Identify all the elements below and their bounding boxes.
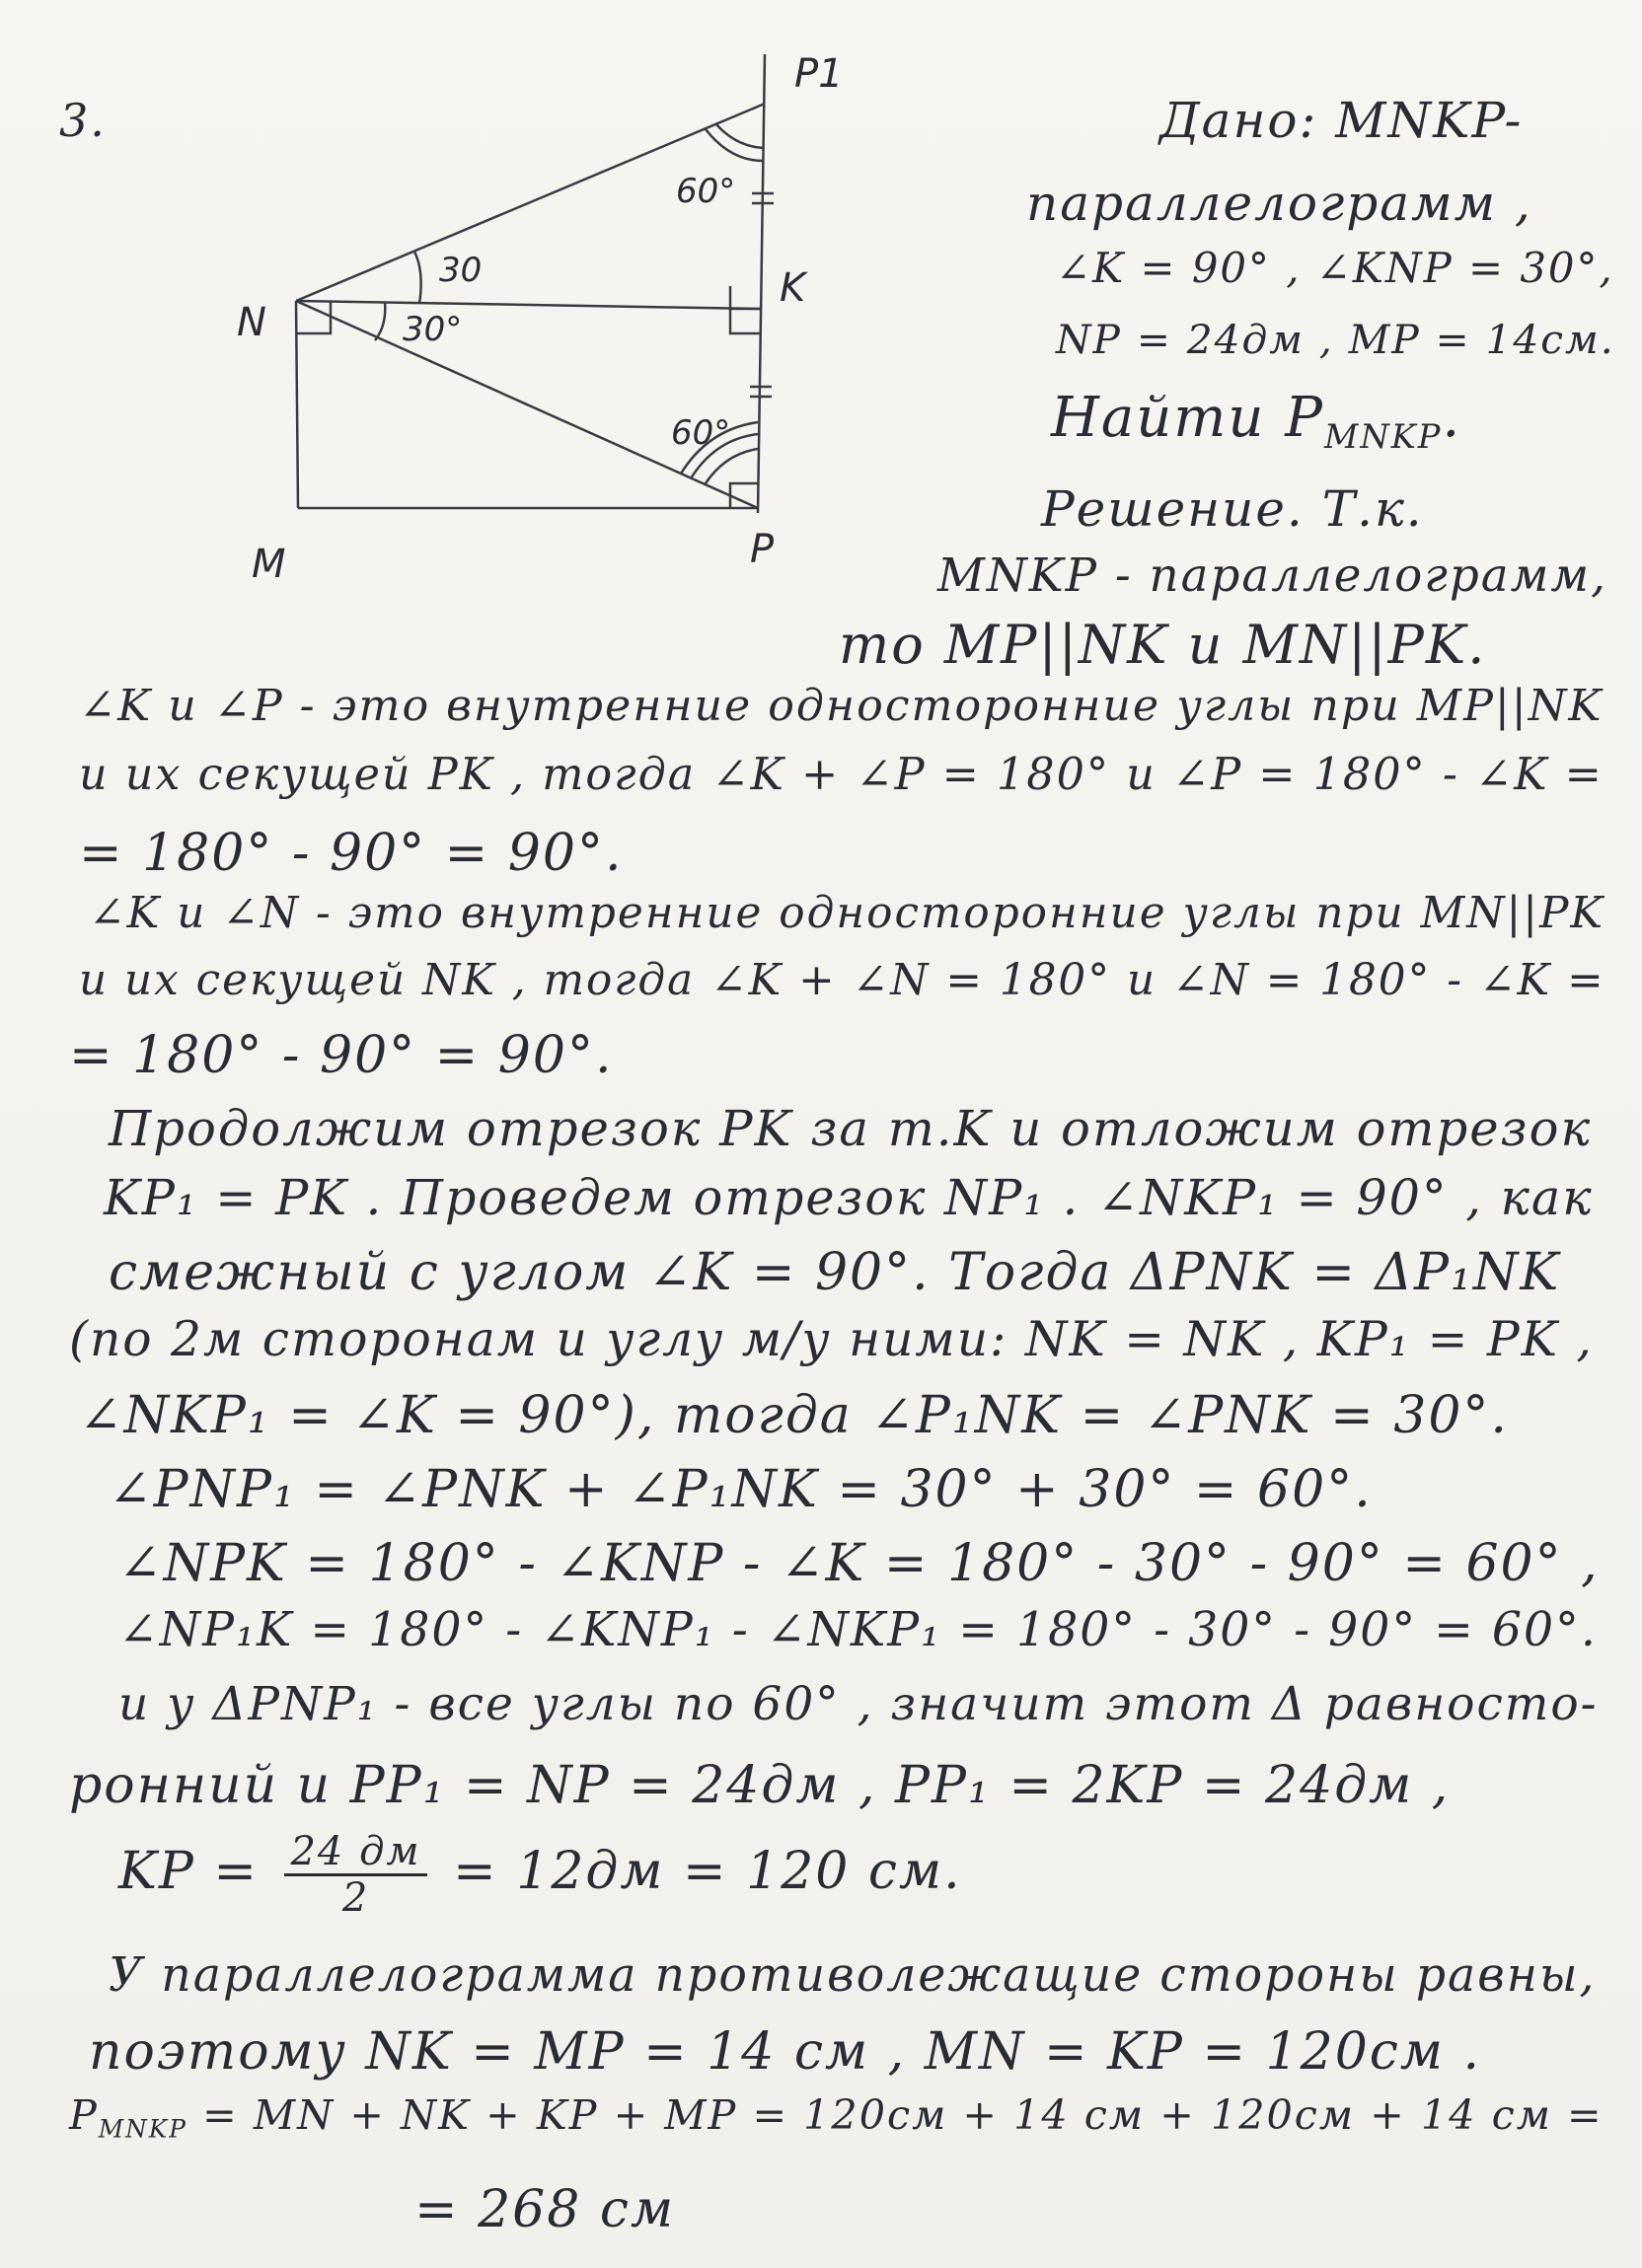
find-label: Найти P xyxy=(1051,386,1324,450)
perimeter-subscript: MNKP xyxy=(98,2114,187,2144)
given-line-5 xyxy=(1051,375,1461,480)
solution-line-19: поэтому NK = MP = 14 см , MN = KP = 120см . xyxy=(89,2022,1482,2082)
right-angle-k-upper xyxy=(730,286,760,309)
kp-fraction-numerator: 24 дм xyxy=(284,1830,426,1876)
arc-p1-1 xyxy=(715,123,763,148)
solution-line-18: У параллелограмма противолежащие стороны равны, xyxy=(109,1948,1597,2003)
solution-line-4: ∠K и ∠N - это внутренние односторонние углы при MN||PK xyxy=(89,888,1605,938)
label-m: M xyxy=(252,542,286,587)
arc-n-upper xyxy=(414,252,421,304)
line-n-m xyxy=(296,301,298,508)
right-angle-p xyxy=(730,483,758,508)
given-line-6: Решение. Т.к. xyxy=(1041,480,1424,538)
arc-n-lower xyxy=(375,302,385,340)
solution-line-12: ∠PNP₁ = ∠PNK + ∠P₁NK = 30° + 30° = 60°. xyxy=(109,1460,1373,1519)
right-angle-k-lower xyxy=(730,309,760,333)
angle-lower-30: 30° xyxy=(403,310,463,349)
perimeter-expression: = MN + NK + KP + MP = 120см + 14 см + 120см + 14 см = xyxy=(187,2091,1604,2139)
line-p1-p xyxy=(758,54,765,513)
line-n-k xyxy=(296,301,760,309)
kp-fraction-denominator: 2 xyxy=(341,1875,370,1921)
kp-result: = 12дм = 120 см. xyxy=(453,1842,962,1901)
angle-upper-30: 30 xyxy=(439,251,483,290)
solution-line-13: ∠NPK = 180° - ∠KNP - ∠K = 180° - 30° - 90° = 60° , xyxy=(118,1534,1600,1593)
label-n: N xyxy=(237,300,266,345)
given-line-2: параллелограмм , xyxy=(1026,175,1532,232)
given-line-3: ∠K = 90° , ∠KNP = 30°, xyxy=(1056,244,1614,292)
problem-number: 3. xyxy=(59,94,107,147)
solution-line-17 xyxy=(118,1830,962,1920)
solution-line-1: ∠K и ∠P - это внутренние односторонние углы при MP||NK xyxy=(79,681,1604,731)
arc-p1-2 xyxy=(706,129,763,161)
solution-line-10: (по 2м сторонам и углу м/у ними: NK = NK , KP₁ = PK , xyxy=(69,1312,1594,1367)
label-p1: P1 xyxy=(794,51,844,97)
given-line-1: Дано: MNKP- xyxy=(1159,92,1524,149)
solution-line-20 xyxy=(69,2091,1604,2144)
solution-line-21: = 268 см xyxy=(414,2180,676,2239)
solution-line-2: и их секущей PK , тогда ∠K + ∠P = 180° и ∠P = 180° - ∠K = xyxy=(79,750,1604,800)
perimeter-label: P xyxy=(69,2091,99,2139)
solution-line-3: = 180° - 90° = 90°. xyxy=(79,824,624,883)
solution-line-11: ∠NKP₁ = ∠K = 90°), тогда ∠P₁NK = ∠PNK = 30°. xyxy=(79,1386,1509,1445)
solution-line-5: и их секущей NK , тогда ∠K + ∠N = 180° и ∠N = 180° - ∠K = xyxy=(79,955,1605,1005)
given-line-4: NP = 24дм , MP = 14см. xyxy=(1056,316,1615,363)
label-p: P xyxy=(750,527,775,572)
given-line-8: то MP||NK и MN||PK. xyxy=(839,614,1487,676)
right-angle-n xyxy=(296,301,331,333)
solution-line-16: ронний и PP₁ = NP = 24дм , PP₁ = 2KP = 24дм , xyxy=(69,1756,1451,1815)
label-k: K xyxy=(780,265,806,311)
solution-line-14: ∠NP₁K = 180° - ∠KNP₁ - ∠NKP₁ = 180° - 30° - 90° = 60°. xyxy=(118,1603,1598,1657)
kp-label: KP = xyxy=(118,1842,259,1901)
angle-top-60: 60° xyxy=(676,172,736,211)
line-n-p xyxy=(296,301,758,508)
find-end: . xyxy=(1442,386,1462,450)
solution-line-15: и у ΔPNP₁ - все углы по 60° , значит этот Δ равносто- xyxy=(118,1677,1599,1731)
kp-fraction xyxy=(284,1830,426,1920)
find-subscript: MNKP xyxy=(1323,416,1443,456)
solution-line-7: Продолжим отрезок PK за т.K и отложим отрезок xyxy=(109,1100,1593,1157)
solution-line-6: = 180° - 90° = 90°. xyxy=(69,1026,614,1085)
arc-p-1 xyxy=(706,449,758,483)
solution-line-9: смежный с углом ∠K = 90°. Тогда ΔPNK = ΔP₁NK xyxy=(109,1243,1561,1302)
solution-line-8: KP₁ = PK . Проведем отрезок NP₁ . ∠NKP₁ = 90° , как xyxy=(104,1169,1594,1226)
angle-bottom-60: 60° xyxy=(671,413,731,453)
given-line-7: MNKP - параллелограмм, xyxy=(937,549,1607,603)
